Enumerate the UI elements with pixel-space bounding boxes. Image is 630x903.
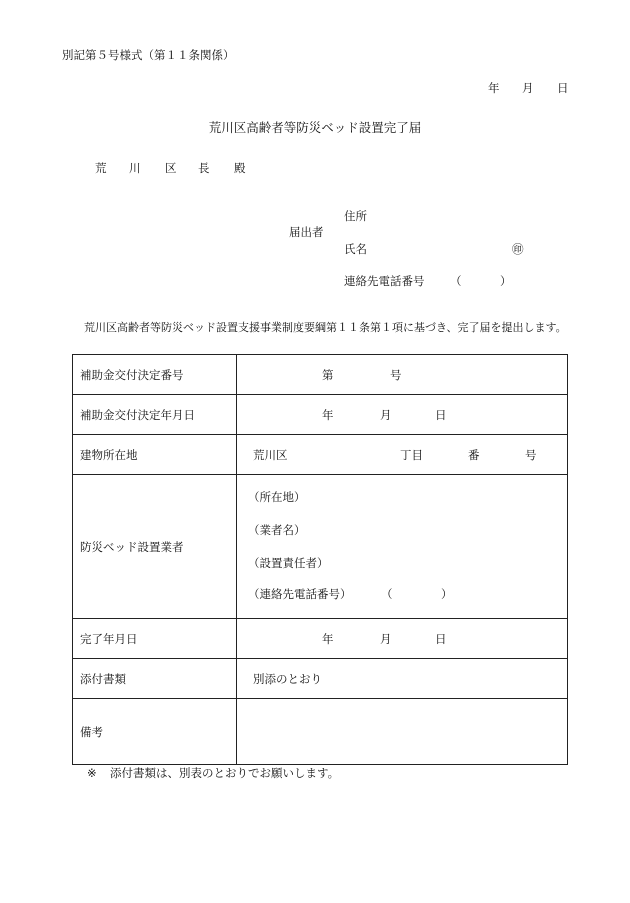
month-label: 月 [380,631,392,646]
phone-close-paren: ） [500,274,512,288]
table-row [73,355,567,395]
remarks-label: 備考 [73,699,237,764]
addressee-char: 長 [198,161,210,175]
form-table [72,354,568,765]
document-title: 荒川区高齢者等防災ベッド設置完了届 [208,120,422,135]
addressee-char: 荒 [95,161,107,175]
number-prefix: 第 [322,367,334,382]
phone-open-paren: （ [450,274,462,288]
date-month-label: 月 [522,81,534,95]
installer-value [237,475,567,618]
note-mark: ※ [87,766,97,780]
seal-mark: ㊞ [512,242,524,256]
table-row [73,475,567,619]
month-label: 月 [380,407,392,422]
table-row [73,435,567,475]
ward-name: 荒川区 [253,447,288,462]
applicant-label: 届出者 [289,225,324,239]
form-reference: 別記第５号様式（第１１条関係） [62,48,235,62]
decision-date-value [237,395,567,434]
table-row [73,619,567,659]
date-day-label: 日 [557,81,569,95]
decision-number-value [237,355,567,394]
table-row [73,699,567,764]
installer-phone-label: （連絡先電話番号） [248,587,352,601]
ban-label: 番 [468,447,480,462]
installer-address-label: （所在地） [248,490,306,504]
remarks-value-cell [237,699,567,764]
completion-date-label: 完了年月日 [73,619,237,658]
installer-company-label: （業者名） [248,523,306,537]
number-suffix: 号 [390,367,402,382]
date-year-label: 年 [488,81,500,95]
addressee-char: 川 [129,161,141,175]
submission-statement: 荒川区高齢者等防災ベッド設置支援事業制度要綱第１１条第１項に基づき、完了届を提出します。 [84,321,567,334]
attachments-value-cell [237,659,567,698]
day-label: 日 [435,407,447,422]
applicant-name-label: 氏名 [344,242,367,256]
building-location-label: 建物所在地 [73,435,237,474]
year-label: 年 [322,407,334,422]
decision-number-label: 補助金交付決定番号 [73,355,237,394]
installer-manager-label: （設置責任者） [248,556,329,570]
decision-date-label: 補助金交付決定年月日 [73,395,237,434]
installer-phone-close-paren: ） [441,587,453,601]
go-label: 号 [525,447,537,462]
day-label: 日 [435,631,447,646]
table-row [73,659,567,699]
table-row [73,395,567,435]
note-text: 添付書類は、別表のとおりでお願いします。 [110,766,340,780]
applicant-address-label: 住所 [344,209,367,223]
installer-label: 防災ベッド設置業者 [73,475,237,618]
attachments-label: 添付書類 [73,659,237,698]
building-location-value [237,435,567,474]
year-label: 年 [322,631,334,646]
completion-date-value [237,619,567,658]
addressee-char: 殿 [234,161,246,175]
addressee-char: 区 [165,161,177,175]
chome-label: 丁目 [400,447,423,462]
installer-phone-open-paren: （ [381,587,393,601]
applicant-phone-label: 連絡先電話番号 [344,274,425,288]
attachments-value: 別添のとおり [253,671,322,686]
